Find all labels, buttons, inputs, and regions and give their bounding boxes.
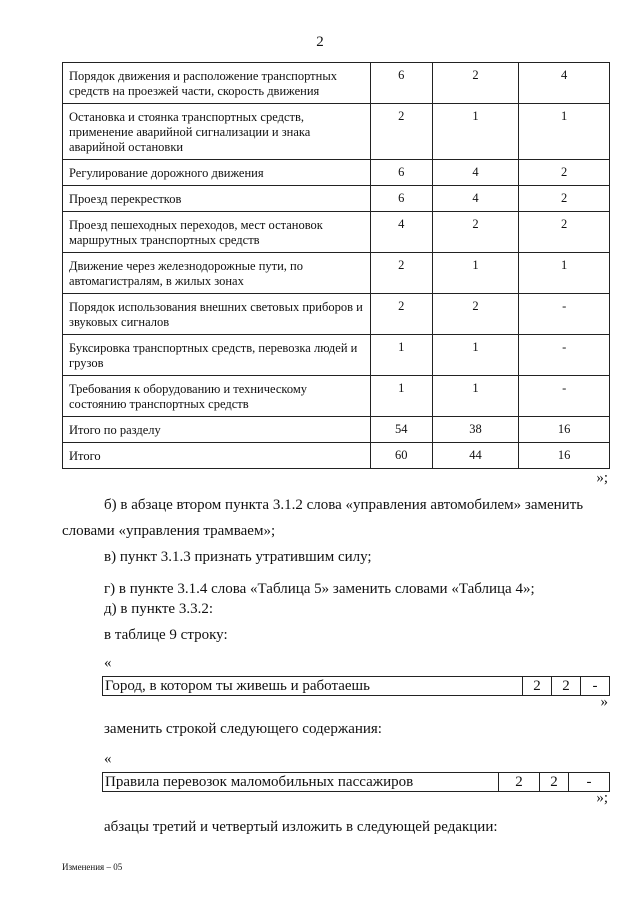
row-name: Проезд перекрестков (63, 186, 371, 212)
table-row (63, 104, 610, 160)
paragraph-table9: в таблице 9 строку: (104, 627, 228, 643)
row-value-3: 2 (519, 160, 610, 186)
footer-note: Изменения – 05 (62, 862, 123, 872)
row-value-2: 4 (432, 160, 519, 186)
old-row-closing-quote: » (600, 694, 608, 710)
table-row (63, 253, 610, 294)
row-value-2: 1 (432, 335, 519, 376)
row-value-1: 4 (370, 212, 432, 253)
paragraph-last: абзацы третий и четвертый изложить в следующей редакции: (104, 819, 498, 835)
row-value-3: 16 (519, 417, 610, 443)
old-row-value-1: 2 (522, 677, 551, 695)
row-name: Остановка и стоянка транспортных средств, применение аварийной сигнализации и знака аварийной остановки (63, 104, 371, 160)
new-table-row (102, 772, 610, 792)
row-value-1: 2 (370, 294, 432, 335)
row-value-2: 38 (432, 417, 519, 443)
row-name: Порядок использования внешних световых приборов и звуковых сигналов (63, 294, 371, 335)
row-value-1: 54 (370, 417, 432, 443)
new-row-value-3: - (568, 773, 609, 791)
row-value-1: 6 (370, 160, 432, 186)
row-value-2: 2 (432, 294, 519, 335)
paragraph-replace: заменить строкой следующего содержания: (104, 721, 382, 737)
row-value-3: 1 (519, 104, 610, 160)
new-row-value-1: 2 (498, 773, 539, 791)
table-row (63, 417, 610, 443)
table-closing-quote: »; (596, 470, 608, 486)
row-value-2: 44 (432, 443, 519, 469)
table-row (63, 335, 610, 376)
row-value-1: 2 (370, 104, 432, 160)
row-value-2: 1 (432, 253, 519, 294)
row-value-2: 2 (432, 212, 519, 253)
old-row-value-3: - (580, 677, 609, 695)
row-name: Требования к оборудованию и техническому состоянию транспортных средств (63, 376, 371, 417)
old-row-value-2: 2 (551, 677, 580, 695)
new-row-text: Правила перевозок маломобильных пассажиров (105, 774, 414, 790)
row-name: Итого (63, 443, 371, 469)
new-row-value-2: 2 (539, 773, 568, 791)
paragraph-v: в) пункт 3.1.3 признать утратившим силу; (104, 549, 372, 565)
row-name: Итого по разделу (63, 417, 371, 443)
paragraph-d: д) в пункте 3.3.2: (104, 601, 213, 617)
row-value-1: 6 (370, 186, 432, 212)
open-quote-1: « (104, 655, 112, 671)
open-quote-2: « (104, 751, 112, 767)
row-name: Движение через железнодорожные пути, по автомагистралям, в жилых зонах (63, 253, 371, 294)
row-value-3: 2 (519, 186, 610, 212)
row-value-2: 1 (432, 104, 519, 160)
row-value-1: 60 (370, 443, 432, 469)
row-name: Порядок движения и расположение транспортных средств на проезжей части, скорость движения (63, 63, 371, 104)
row-value-1: 1 (370, 376, 432, 417)
row-name: Регулирование дорожного движения (63, 160, 371, 186)
page-number: 2 (316, 34, 324, 50)
table-row (63, 212, 610, 253)
paragraph-g: г) в пункте 3.1.4 слова «Таблица 5» заменить словами «Таблица 4»; (104, 581, 535, 597)
hours-table (62, 62, 610, 469)
row-value-3: 2 (519, 212, 610, 253)
row-value-3: - (519, 294, 610, 335)
new-row-closing-quote: »; (596, 790, 608, 806)
table-row (63, 443, 610, 469)
row-value-1: 1 (370, 335, 432, 376)
table-row (63, 160, 610, 186)
row-name: Буксировка транспортных средств, перевозка людей и грузов (63, 335, 371, 376)
paragraph-b: б) в абзаце втором пункта 3.1.2 слова «управления автомобилем» заменить словами «управления трамваем»; (62, 497, 584, 539)
table-row (63, 294, 610, 335)
row-name: Проезд пешеходных переходов, мест остановок маршрутных транспортных средств (63, 212, 371, 253)
table-row (63, 186, 610, 212)
row-value-2: 2 (432, 63, 519, 104)
old-table-row (102, 676, 610, 696)
row-value-1: 6 (370, 63, 432, 104)
table-row (63, 63, 610, 104)
old-row-text: Город, в котором ты живешь и работаешь (105, 678, 370, 694)
row-value-3: - (519, 376, 610, 417)
row-value-3: 4 (519, 63, 610, 104)
row-value-2: 1 (432, 376, 519, 417)
row-value-1: 2 (370, 253, 432, 294)
row-value-3: 1 (519, 253, 610, 294)
row-value-3: - (519, 335, 610, 376)
row-value-3: 16 (519, 443, 610, 469)
row-value-2: 4 (432, 186, 519, 212)
table-row (63, 376, 610, 417)
